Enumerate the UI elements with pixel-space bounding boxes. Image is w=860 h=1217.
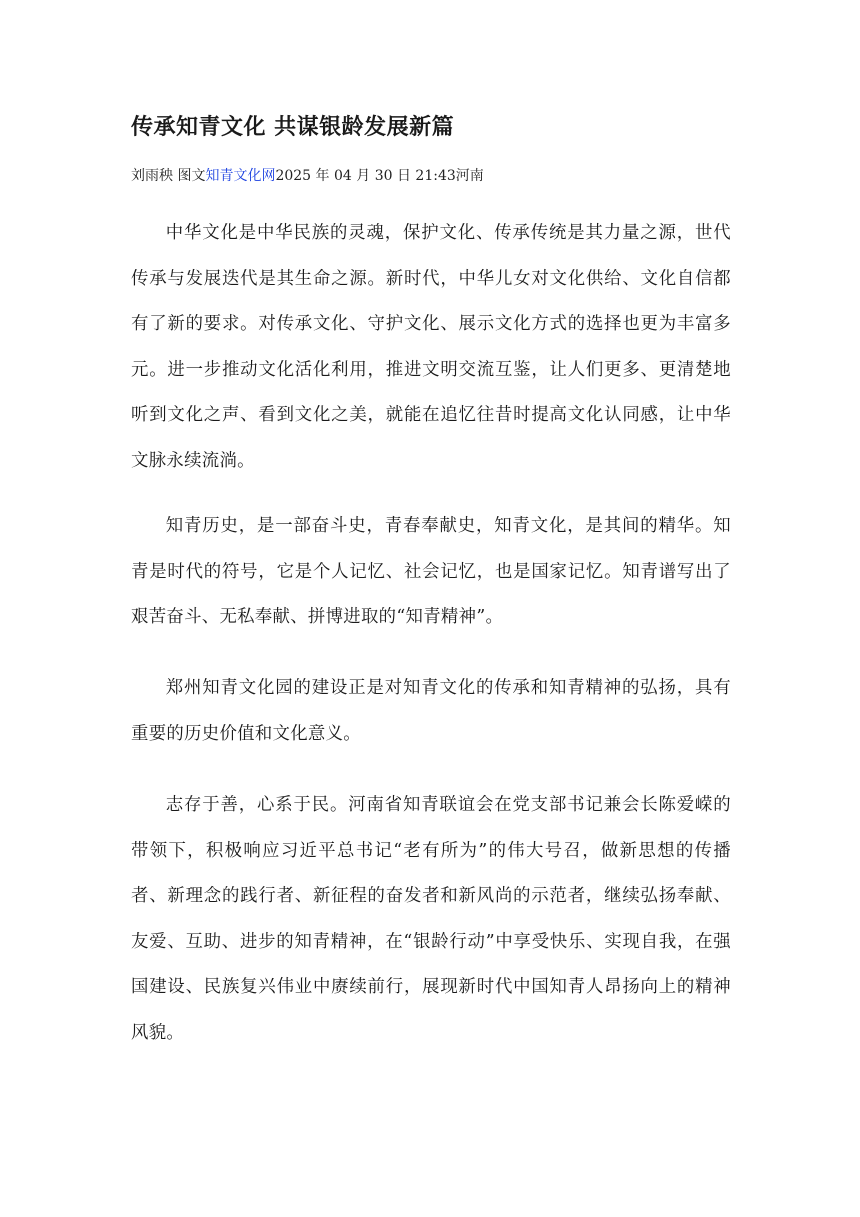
paragraph-2: 知青历史，是一部奋斗史，青春奉献史，知青文化，是其间的精华。知青是时代的符号，它是个人记忆、社会记忆，也是国家记忆。知青谱写出了艰苦奋斗、无私奉献、拼博进取的“知青精神”。 [131,516,731,627]
source-link[interactable]: 知青文化网 [205,168,276,184]
paragraph-4: 志存于善，心系于民。河南省知青联谊会在党支部书记兼会长陈爱嵘的带领下，积极响应习近平总书记“老有所为”的伟大号召，做新思想的传播者、新理念的践行者、新征程的奋发者和新风尚的示范者，继续弘扬奉献、友爱、互助、进步的知青精神，在“银龄行动”中享受快乐、实现自我，在强国建设、民族复兴伟业中赓续前行，展现新时代中国知青人昂扬向上的精神风貌。 [131,795,731,1043]
byline [131,165,731,187]
byline-datetime: 2025 年 04 月 30 日 21:43 [275,168,456,184]
paragraph-3: 郑州知青文化园的建设正是对知青文化的传承和知青精神的弘扬，具有重要的历史价值和文化意义。 [131,678,731,744]
paragraph-1: 中华文化是中华民族的灵魂，保护文化、传承传统是其力量之源，世代传承与发展迭代是其生命之源。新时代，中华儿女对文化供给、文化自信都有了新的要求。对传承文化、守护文化、展示文化方式的选择也更为丰富多元。进一步推动文化活化利用，推进文明交流互鉴，让人们更多、更清楚地听到文化之声、看到文化之美，就能在追忆往昔时提高文化认同感，让中华文脉永续流淌。 [131,223,731,471]
article-title: 传承知青文化 共谋银龄发展新篇 [131,114,455,140]
byline-author: 刘雨秧 图文 [131,168,206,184]
byline-region: 河南 [455,168,484,184]
